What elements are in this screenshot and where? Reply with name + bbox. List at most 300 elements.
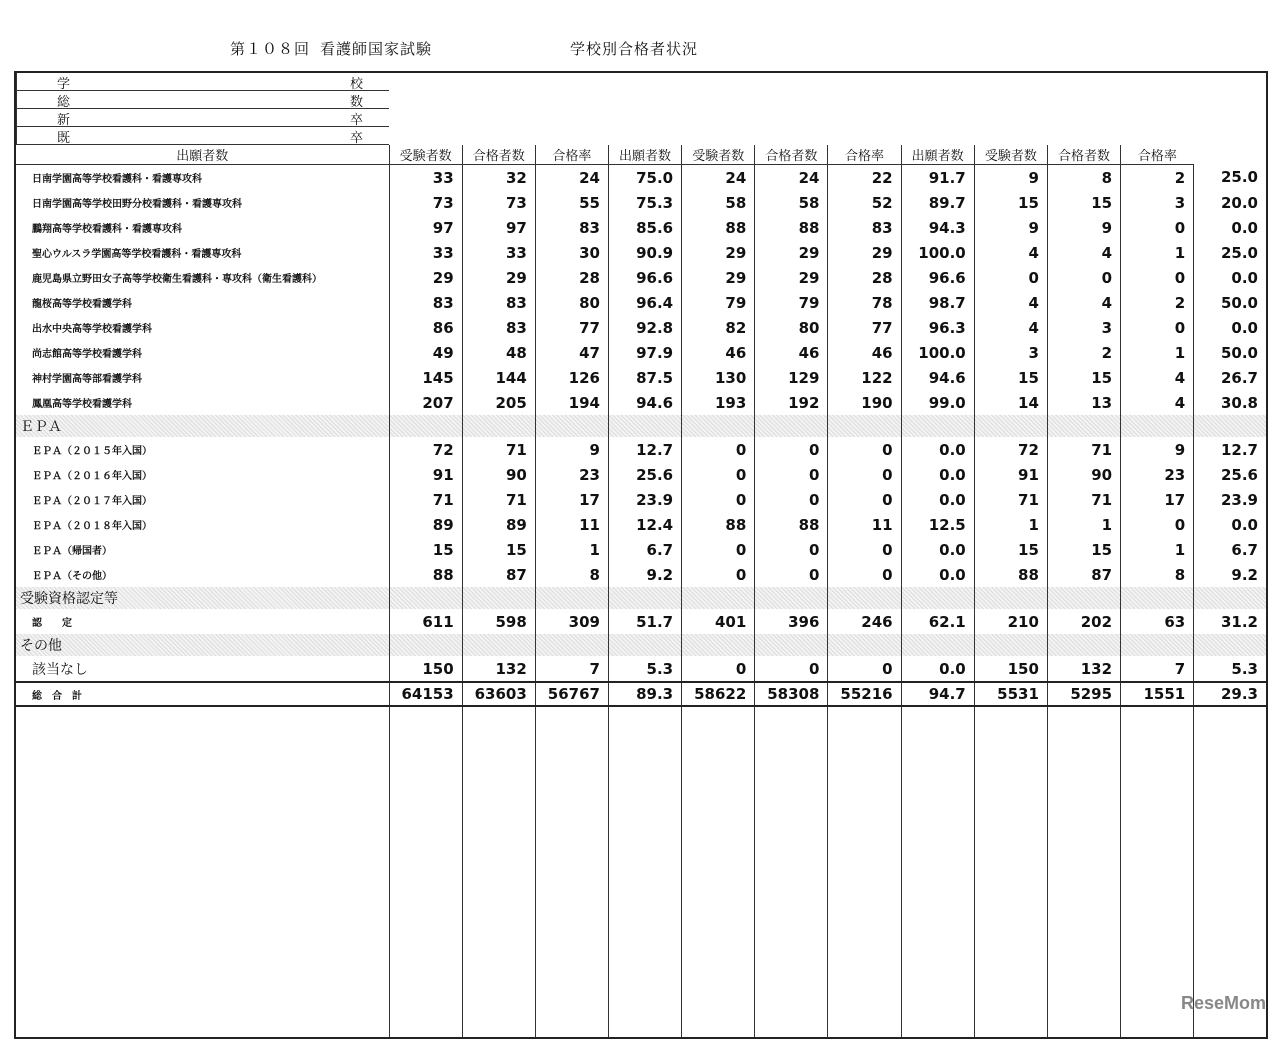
value-cell: 29: [755, 240, 828, 265]
value-cell: 94.7: [901, 682, 974, 706]
value-cell: 83: [389, 290, 462, 315]
row-label: 日南学園高等学校田野分校看護科・看護専攻科: [15, 190, 389, 215]
column-header: 受験者数: [682, 145, 755, 165]
value-cell: 2: [1121, 165, 1194, 191]
value-cell: 92.8: [608, 315, 681, 340]
table-row: [15, 165, 1267, 191]
value-cell: 401: [682, 609, 755, 634]
value-cell: 12.7: [1194, 437, 1267, 462]
empty-cell: [535, 415, 608, 437]
value-cell: 2: [1047, 340, 1120, 365]
header-column-row: [15, 145, 1267, 165]
value-cell: 25.0: [1194, 240, 1267, 265]
value-cell: 207: [389, 390, 462, 415]
value-cell: 0: [682, 462, 755, 487]
empty-cell: [462, 415, 535, 437]
pass-rate-table: [14, 71, 1268, 1039]
value-cell: 0: [828, 487, 901, 512]
value-cell: 129: [755, 365, 828, 390]
empty-cell: [828, 415, 901, 437]
value-cell: 29: [682, 265, 755, 290]
value-cell: 4: [974, 290, 1047, 315]
value-cell: 4: [1121, 390, 1194, 415]
table-row: [15, 462, 1267, 487]
value-cell: 15: [462, 537, 535, 562]
column-header: 受験者数: [389, 145, 462, 165]
row-label: 神村学園高等部看護学科: [15, 365, 389, 390]
row-label: 認 定: [15, 609, 389, 634]
empty-cell: [608, 587, 681, 609]
value-cell: 97.9: [608, 340, 681, 365]
row-label: ＥＰＡ（２０１７年入国）: [15, 487, 389, 512]
column-header: 出願者数: [901, 145, 974, 165]
row-label: 聖心ウルスラ学園高等学校看護科・看護専攻科: [15, 240, 389, 265]
value-cell: 0: [828, 437, 901, 462]
empty-cell: [462, 706, 535, 1038]
value-cell: 0.0: [1194, 265, 1267, 290]
value-cell: 33: [389, 165, 462, 191]
value-cell: 15: [1047, 365, 1120, 390]
value-cell: 611: [389, 609, 462, 634]
empty-cell: [1121, 415, 1194, 437]
table-row: [15, 240, 1267, 265]
value-cell: 78: [828, 290, 901, 315]
value-cell: 94.6: [608, 390, 681, 415]
value-cell: 8: [535, 562, 608, 587]
value-cell: 0.0: [901, 562, 974, 587]
group-header-char: 新: [57, 113, 71, 127]
value-cell: 0: [682, 437, 755, 462]
value-cell: 246: [828, 609, 901, 634]
value-cell: 15: [1047, 190, 1120, 215]
value-cell: 72: [389, 437, 462, 462]
value-cell: 31.2: [1194, 609, 1267, 634]
table-row: [15, 682, 1267, 706]
value-cell: 23: [535, 462, 608, 487]
value-cell: 91: [389, 462, 462, 487]
empty-cell: [1194, 587, 1267, 609]
value-cell: 46: [682, 340, 755, 365]
value-cell: 150: [974, 656, 1047, 682]
value-cell: 88: [682, 215, 755, 240]
value-cell: 0: [828, 562, 901, 587]
table-row: [15, 315, 1267, 340]
row-label: 出水中央高等学校看護学科: [15, 315, 389, 340]
value-cell: 144: [462, 365, 535, 390]
value-cell: 4: [1047, 240, 1120, 265]
empty-cell: [974, 706, 1047, 1038]
value-cell: 71: [389, 487, 462, 512]
empty-cell: [1194, 706, 1267, 1038]
column-header: 合格者数: [1047, 145, 1120, 165]
empty-cell: [1194, 634, 1267, 656]
value-cell: 58622: [682, 682, 755, 706]
value-cell: 9: [1047, 215, 1120, 240]
row-label: ＥＰＡ（２０１５年入国）: [15, 437, 389, 462]
value-cell: 132: [462, 656, 535, 682]
value-cell: 71: [462, 487, 535, 512]
value-cell: 8: [1121, 562, 1194, 587]
value-cell: 598: [462, 609, 535, 634]
empty-cell: [462, 587, 535, 609]
value-cell: 2: [1121, 290, 1194, 315]
value-cell: 4: [974, 240, 1047, 265]
value-cell: 22: [828, 165, 901, 191]
value-cell: 0: [1047, 265, 1120, 290]
value-cell: 3: [1047, 315, 1120, 340]
value-cell: 80: [535, 290, 608, 315]
empty-cell: [1121, 587, 1194, 609]
value-cell: 47: [535, 340, 608, 365]
value-cell: 3: [1121, 190, 1194, 215]
value-cell: 0: [755, 462, 828, 487]
value-cell: 33: [462, 240, 535, 265]
value-cell: 46: [755, 340, 828, 365]
value-cell: 80: [755, 315, 828, 340]
value-cell: 190: [828, 390, 901, 415]
value-cell: 96.3: [901, 315, 974, 340]
column-header: 合格率: [828, 145, 901, 165]
row-label: ＥＰＡ（帰国者）: [15, 537, 389, 562]
value-cell: 83: [828, 215, 901, 240]
empty-cell: [535, 634, 608, 656]
value-cell: 210: [974, 609, 1047, 634]
value-cell: 5.3: [1194, 656, 1267, 682]
empty-cell: [901, 706, 974, 1038]
value-cell: 4: [1047, 290, 1120, 315]
value-cell: 0: [974, 265, 1047, 290]
value-cell: 56767: [535, 682, 608, 706]
table-row: [15, 190, 1267, 215]
value-cell: 30: [535, 240, 608, 265]
value-cell: 23.9: [608, 487, 681, 512]
value-cell: 29.3: [1194, 682, 1267, 706]
value-cell: 63603: [462, 682, 535, 706]
value-cell: 0: [828, 537, 901, 562]
table-row: [15, 609, 1267, 634]
table-row: [15, 634, 1267, 656]
value-cell: 0: [682, 656, 755, 682]
column-header: 受験者数: [974, 145, 1047, 165]
value-cell: 96.4: [608, 290, 681, 315]
table-row: [15, 390, 1267, 415]
value-cell: 0: [1121, 215, 1194, 240]
value-cell: 0.0: [901, 462, 974, 487]
group-header-char: 既: [57, 131, 71, 145]
value-cell: 29: [682, 240, 755, 265]
value-cell: 1: [1121, 537, 1194, 562]
value-cell: 0: [1121, 315, 1194, 340]
value-cell: 122: [828, 365, 901, 390]
value-cell: 71: [1047, 487, 1120, 512]
row-label: ＥＰＡ（その他）: [15, 562, 389, 587]
value-cell: 145: [389, 365, 462, 390]
value-cell: 396: [755, 609, 828, 634]
empty-cell: [1121, 634, 1194, 656]
value-cell: 24: [755, 165, 828, 191]
value-cell: 86: [389, 315, 462, 340]
value-cell: 6.7: [608, 537, 681, 562]
value-cell: 0.0: [1194, 215, 1267, 240]
value-cell: 91: [974, 462, 1047, 487]
empty-cell: [535, 587, 608, 609]
value-cell: 15: [974, 365, 1047, 390]
value-cell: 1: [1121, 240, 1194, 265]
value-cell: 12.5: [901, 512, 974, 537]
value-cell: 89.7: [901, 190, 974, 215]
value-cell: 9: [1121, 437, 1194, 462]
column-header: 合格者数: [755, 145, 828, 165]
value-cell: 205: [462, 390, 535, 415]
value-cell: 58308: [755, 682, 828, 706]
value-cell: 99.0: [901, 390, 974, 415]
value-cell: 0.0: [901, 437, 974, 462]
value-cell: 6.7: [1194, 537, 1267, 562]
value-cell: 25.0: [1194, 165, 1267, 191]
empty-cell: [608, 634, 681, 656]
table-row: [15, 512, 1267, 537]
value-cell: 30.8: [1194, 390, 1267, 415]
row-label: 総 合 計: [15, 682, 389, 706]
value-cell: 1: [1121, 340, 1194, 365]
value-cell: 83: [462, 315, 535, 340]
value-cell: 0: [682, 487, 755, 512]
value-cell: 15: [389, 537, 462, 562]
empty-cell: [974, 587, 1047, 609]
value-cell: 4: [974, 315, 1047, 340]
value-cell: 97: [462, 215, 535, 240]
value-cell: 29: [462, 265, 535, 290]
value-cell: 87: [462, 562, 535, 587]
value-cell: 23: [1121, 462, 1194, 487]
value-cell: 55: [535, 190, 608, 215]
group-header: [16, 127, 389, 145]
value-cell: 28: [535, 265, 608, 290]
value-cell: 77: [535, 315, 608, 340]
value-cell: 29: [828, 240, 901, 265]
value-cell: 0.0: [901, 656, 974, 682]
table-row: [15, 656, 1267, 682]
empty-cell: [1047, 634, 1120, 656]
value-cell: 9.2: [1194, 562, 1267, 587]
value-cell: 24: [535, 165, 608, 191]
value-cell: 82: [682, 315, 755, 340]
value-cell: 72: [974, 437, 1047, 462]
row-label: ＥＰＡ（２０１８年入国）: [15, 512, 389, 537]
empty-cell: [389, 415, 462, 437]
value-cell: 194: [535, 390, 608, 415]
value-cell: 96.6: [901, 265, 974, 290]
value-cell: 0: [682, 562, 755, 587]
value-cell: 132: [1047, 656, 1120, 682]
value-cell: 202: [1047, 609, 1120, 634]
empty-cell: [682, 587, 755, 609]
empty-cell: [828, 706, 901, 1038]
value-cell: 100.0: [901, 340, 974, 365]
value-cell: 309: [535, 609, 608, 634]
group-header: [16, 109, 389, 127]
value-cell: 7: [1121, 656, 1194, 682]
value-cell: 26.7: [1194, 365, 1267, 390]
group-header-char: 総: [57, 95, 71, 109]
empty-cell: [462, 634, 535, 656]
value-cell: 88: [389, 562, 462, 587]
row-label: 尚志館高等学校看護学科: [15, 340, 389, 365]
empty-cell: [828, 587, 901, 609]
value-cell: 14: [974, 390, 1047, 415]
value-cell: 0: [755, 562, 828, 587]
value-cell: 100.0: [901, 240, 974, 265]
value-cell: 3: [974, 340, 1047, 365]
table-row: [15, 587, 1267, 609]
resemom-watermark-logo: ReseMom: [1180, 993, 1266, 1013]
value-cell: 52: [828, 190, 901, 215]
row-label: 鹿児島県立野田女子高等学校衛生看護科・専攻科（衛生看護科）: [15, 265, 389, 290]
value-cell: 89: [462, 512, 535, 537]
value-cell: 75.0: [608, 165, 681, 191]
table-row: [15, 290, 1267, 315]
value-cell: 28: [828, 265, 901, 290]
empty-cell: [1047, 587, 1120, 609]
value-cell: 13: [1047, 390, 1120, 415]
value-cell: 79: [682, 290, 755, 315]
empty-cell: [1121, 706, 1194, 1038]
header-group-row: [15, 72, 1267, 145]
value-cell: 0: [828, 462, 901, 487]
value-cell: 87.5: [608, 365, 681, 390]
table-row: [15, 415, 1267, 437]
value-cell: 0.0: [1194, 315, 1267, 340]
value-cell: 88: [755, 215, 828, 240]
value-cell: 1: [535, 537, 608, 562]
value-cell: 88: [755, 512, 828, 537]
value-cell: 55216: [828, 682, 901, 706]
group-header-char: 卒: [349, 113, 363, 127]
value-cell: 0: [755, 487, 828, 512]
column-header: 出願者数: [608, 145, 681, 165]
value-cell: 9.2: [608, 562, 681, 587]
value-cell: 90: [1047, 462, 1120, 487]
value-cell: 33: [389, 240, 462, 265]
group-header: [16, 91, 389, 109]
table-row: [15, 265, 1267, 290]
value-cell: 192: [755, 390, 828, 415]
empty-cell: [389, 587, 462, 609]
value-cell: 0.0: [1194, 512, 1267, 537]
value-cell: 0: [1121, 265, 1194, 290]
value-cell: 0.0: [901, 487, 974, 512]
empty-cell: [682, 706, 755, 1038]
empty-cell: [15, 706, 389, 1038]
group-header-char: 卒: [349, 131, 363, 145]
value-cell: 126: [535, 365, 608, 390]
value-cell: 12.7: [608, 437, 681, 462]
column-header: 合格率: [1121, 145, 1194, 165]
value-cell: 8: [1047, 165, 1120, 191]
value-cell: 0: [755, 537, 828, 562]
school-header-char: 校: [349, 77, 363, 91]
document-title: 学校別合格者状況: [570, 40, 699, 58]
empty-cell: [755, 706, 828, 1038]
value-cell: 7: [535, 656, 608, 682]
empty-cell: [682, 634, 755, 656]
row-label: 鵬翔高等学校看護科・看護専攻科: [15, 215, 389, 240]
empty-cell: [755, 415, 828, 437]
empty-cell: [974, 634, 1047, 656]
value-cell: 0: [1121, 512, 1194, 537]
value-cell: 50.0: [1194, 340, 1267, 365]
empty-cell: [608, 415, 681, 437]
row-label: その他: [15, 634, 389, 656]
value-cell: 94.3: [901, 215, 974, 240]
column-header: 合格率: [535, 145, 608, 165]
empty-cell: [974, 415, 1047, 437]
value-cell: 15: [974, 537, 1047, 562]
column-header: 出願者数: [15, 145, 389, 165]
value-cell: 29: [389, 265, 462, 290]
value-cell: 97: [389, 215, 462, 240]
value-cell: 0: [755, 437, 828, 462]
value-cell: 94.6: [901, 365, 974, 390]
row-label: 受験資格認定等: [15, 587, 389, 609]
empty-cell: [1047, 415, 1120, 437]
value-cell: 49: [389, 340, 462, 365]
value-cell: 89.3: [608, 682, 681, 706]
table-row: [15, 365, 1267, 390]
value-cell: 5531: [974, 682, 1047, 706]
group-header-char: 数: [349, 95, 363, 109]
value-cell: 73: [389, 190, 462, 215]
table-row: [15, 562, 1267, 587]
value-cell: 0: [828, 656, 901, 682]
value-cell: 87: [1047, 562, 1120, 587]
empty-cell: [535, 706, 608, 1038]
empty-cell: [901, 587, 974, 609]
value-cell: 51.7: [608, 609, 681, 634]
value-cell: 4: [1121, 365, 1194, 390]
value-cell: 0: [755, 656, 828, 682]
empty-cell: [901, 415, 974, 437]
value-cell: 46: [828, 340, 901, 365]
value-cell: 50.0: [1194, 290, 1267, 315]
value-cell: 9: [974, 165, 1047, 191]
value-cell: 90: [462, 462, 535, 487]
row-label: 龍桜高等学校看護学科: [15, 290, 389, 315]
table-row: [15, 487, 1267, 512]
value-cell: 32: [462, 165, 535, 191]
value-cell: 71: [462, 437, 535, 462]
value-cell: 5295: [1047, 682, 1120, 706]
value-cell: 193: [682, 390, 755, 415]
empty-cell: [1047, 706, 1120, 1038]
value-cell: 25.6: [1194, 462, 1267, 487]
value-cell: 88: [974, 562, 1047, 587]
value-cell: 73: [462, 190, 535, 215]
row-label: ＥＰＡ（２０１６年入国）: [15, 462, 389, 487]
value-cell: 79: [755, 290, 828, 315]
value-cell: 11: [535, 512, 608, 537]
value-cell: 130: [682, 365, 755, 390]
value-cell: 89: [389, 512, 462, 537]
empty-cell: [901, 634, 974, 656]
value-cell: 85.6: [608, 215, 681, 240]
empty-cell: [828, 634, 901, 656]
value-cell: 24: [682, 165, 755, 191]
value-cell: 29: [755, 265, 828, 290]
value-cell: 5.3: [608, 656, 681, 682]
value-cell: 0: [682, 537, 755, 562]
value-cell: 15: [974, 190, 1047, 215]
